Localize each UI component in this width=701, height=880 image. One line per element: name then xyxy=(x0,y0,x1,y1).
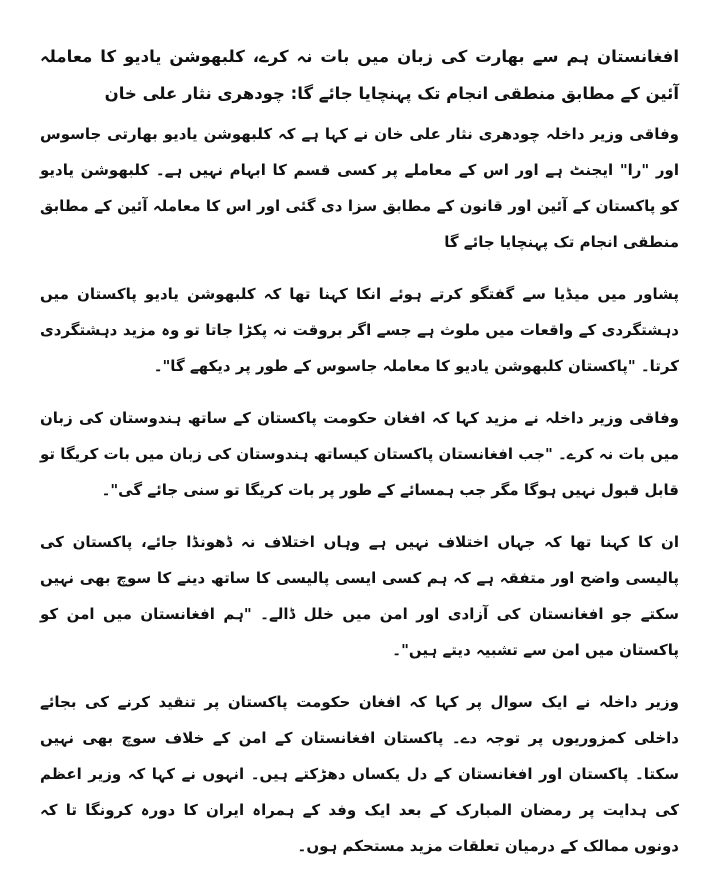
article-paragraph-1: وفاقی وزیر داخلہ چودھری نثار علی خان نے کہا ہے کہ کلبھوشن یادیو بھارتی جاسوس اور "را" ایجنٹ ہے اور اس کے معاملے پر کسی قسم کا ابہام نہیں ہے۔ کلبھوشن یادیو کو پاکستان کے آئین اور قانون کے مطابق سزا دی گئی اور اس کا معاملہ آئین کے مطابق منطقی انجام تک پہنچایا جائے گا xyxy=(40,125,679,251)
article-paragraph-5: وزیر داخلہ نے ایک سوال پر کہا کہ افغان حکومت پاکستان پر تنقید کرنے کی بجائے داخلی کمزوریوں پر توجہ دے۔ پاکستان افغانستان کے امن کے خلاف سوچ بھی نہیں سکتا۔ پاکستان اور افغانستان کے دل یکساں دھڑکتے ہیں۔ انہوں نے کہا کہ وزیر اعظم کی ہدایت پر رمضان المبارک کے بعد ایک وفد کے ہمراہ ایران کا دورہ کرونگا تا کہ دونوں ممالک کے درمیان تعلقات مزید مستحکم ہوں۔ xyxy=(40,693,679,855)
news-article xyxy=(40,38,679,880)
article-paragraph-4: ان کا کہنا تھا کہ جہاں اختلاف نہیں ہے وہاں اختلاف نہ ڈھونڈا جائے، پاکستان کی پالیسی واضح اور متفقہ ہے کہ ہم کسی ایسی پالیسی کا ساتھ دینے کا سوچ بھی نہیں سکتے جو افغانستان کی آزادی اور امن میں خلل ڈالے۔ "ہم افغانستان میں امن کو پاکستان میں امن سے تشبیہ دیتے ہیں"۔ xyxy=(40,533,679,659)
article-paragraph-2: پشاور میں میڈیا سے گفتگو کرتے ہوئے انکا کہنا تھا کہ کلبھوشن یادیو پاکستان میں دہشتگردی کے واقعات میں ملوث ہے جسے اگر بروقت نہ پکڑا جاتا تو وہ مزید دہشتگردی کرتا۔ "پاکستان کلبھوشن یادیو کا معاملہ جاسوس کے طور پر دیکھے گا"۔ xyxy=(40,285,679,375)
article-paragraph-3: وفاقی وزیر داخلہ نے مزید کہا کہ افغان حکومت پاکستان کے ساتھ ہندوستان کی زبان میں بات نہ کرے۔ "جب افغانستان پاکستان کیساتھ ہندوستان کی زبان میں بات کریگا تو قابل قبول نہیں ہوگا مگر جب ہمسائے کے طور پر بات کریگا تو سنی جائے گی"۔ xyxy=(40,409,679,499)
article-headline: افغانستان ہم سے بھارت کی زبان میں بات نہ کرے، کلبھوشن یادیو کا معاملہ آئین کے مطابق منطقی انجام تک پہنچایا جائے گا: چودھری نثار علی خان xyxy=(40,47,679,103)
